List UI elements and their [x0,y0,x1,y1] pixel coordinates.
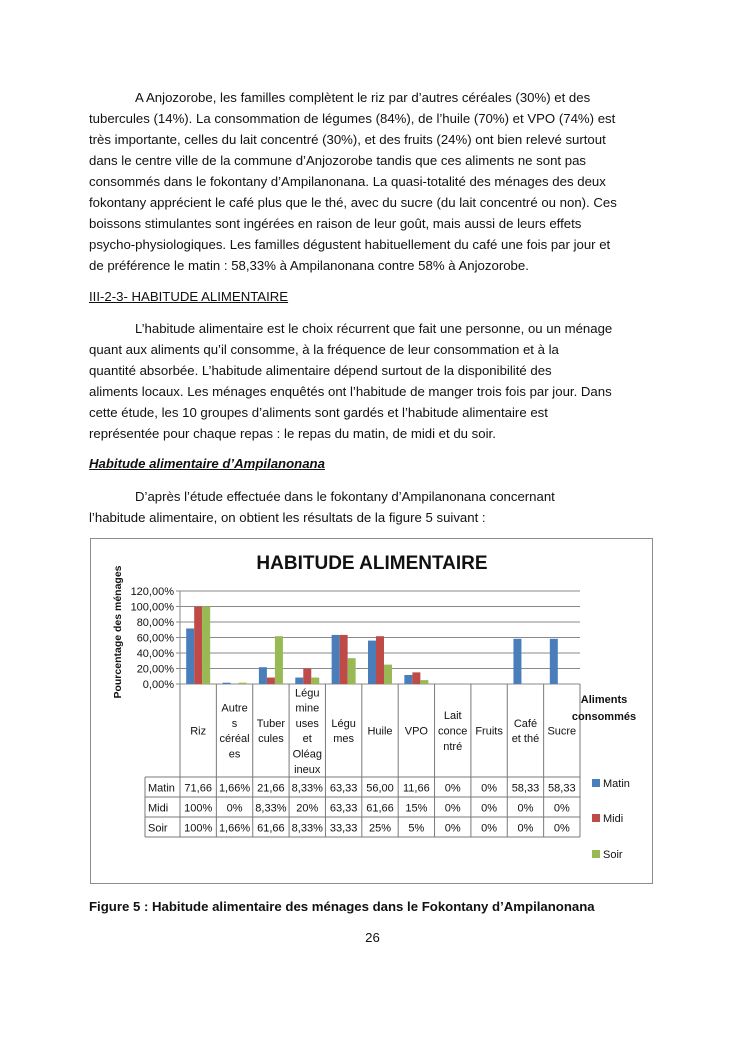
table-cell: 0% [444,822,461,835]
chart-frame [90,538,653,884]
page-number: 26 [365,930,380,945]
table-cell: 0% [517,822,534,835]
table-cell: 0% [517,802,534,815]
category-label: cules [258,733,284,746]
table-cell: 63,33 [329,782,358,795]
table-row-header: Midi [148,802,169,815]
table-cell: 100% [184,802,213,815]
table-cell: 63,33 [329,802,358,815]
paragraph-line [89,108,649,129]
category-label: Oléag [292,748,322,761]
table-cell: 8,33% [291,822,323,835]
category-label: Riz [190,725,207,738]
legend-label-soir: Soir [603,849,623,861]
table-cell: 61,66 [366,802,394,815]
line-text: psycho-physiologiques. Les familles dégustent habituellement du café une fois par jour et [89,237,611,252]
table-cell: 33,33 [329,822,358,835]
y-tick-label: 20,00% [136,663,174,676]
category-label: Lait [443,710,462,723]
subheading-ampilanonana: Habitude alimentaire d’Ampilanonana [89,456,325,471]
table-row-header: Matin [148,782,175,795]
y-tick-label: 80,00% [136,617,174,629]
table-cell: 58,33 [548,782,576,795]
category-label: Sucre [547,725,577,738]
line-text: A Anjozorobe, les familles complètent le riz par d’autres céréales (30%) et des [135,90,591,105]
line-text: de préférence le matin : 58,33% à Ampilanonana contre 58% à Anjozorobe. [89,258,529,273]
line-text: boissons stimulantes sont ingérées en raison de leur goût, mais aussi de leurs effets [89,216,582,231]
table-cell: 20% [296,802,319,815]
line-text: l’habitude alimentaire, on obtient les résultats de la figure 5 suivant : [89,510,486,525]
x-axis-label-line1: Aliments [580,694,628,706]
paragraph-line [89,402,649,423]
y-tick-label: 0,00% [142,679,174,691]
category-label: conce [438,725,468,738]
paragraph-line [89,381,649,402]
paragraph-line [89,423,649,444]
table-cell: 100% [184,822,213,835]
table-cell: 25% [368,822,392,835]
line-text: dans le centre ville de la commune d’Anjozorobe tandis que ces aliments ne sont pas [89,153,587,168]
table-cell: 0% [553,802,570,815]
figure-caption: Figure 5 : Habitude alimentaire des ménages dans le Fokontany d’Ampilanonana [89,899,595,914]
category-label: Légu [295,687,320,700]
legend-label-matin: Matin [603,778,630,790]
line-text: L’habitude alimentaire est le choix récurrent que fait une personne, ou un ménage [135,321,613,336]
table-cell: 0% [444,782,461,795]
line-text: tubercules (14%). La consommation de légumes (84%), de l’huile (70%) et VPO (74%) est [89,111,616,126]
chart-title: HABITUDE ALIMENTAIRE [256,553,488,574]
paragraph-line [89,486,649,507]
category-label: uses [295,717,319,730]
table-row-header: Soir [148,822,168,835]
y-tick-label: 120,00% [130,586,174,598]
paragraph-line [89,192,649,213]
table-cell: 21,66 [257,782,285,795]
line-text: quantité absorbée. L’habitude alimentaire dépend surtout de la disponibilité des [89,363,552,378]
table-cell: 71,66 [184,782,212,795]
category-label: Tuber [256,717,286,730]
table-cell: 15% [405,802,428,815]
table-cell: 0% [481,782,498,795]
section-heading: III-2-3- HABITUDE ALIMENTAIRE [89,289,289,304]
table-cell: 61,66 [257,822,285,835]
table-cell: 8,33% [255,802,287,815]
category-label: Légu [331,717,356,730]
x-axis-label-line2: consommés [571,711,637,723]
category-label: Autre [221,702,248,715]
paragraph-line [89,150,649,171]
line-text: consommés dans le fokontany d’Ampilanonana. La quasi-totalité des ménages des deux [89,174,606,189]
line-text: D’après l’étude effectuée dans le fokontany d’Ampilanonana concernant [135,489,555,504]
paragraph-line [89,234,649,255]
category-label: VPO [404,725,428,738]
line-text: fokontany apprécient le café plus que le thé, avec du sucre (du lait concentré ou non). Ces [89,195,617,210]
category-label: Huile [367,725,393,738]
y-tick-label: 100,00% [130,601,174,614]
paragraph-line [89,507,649,528]
y-tick-label: 40,00% [136,648,174,660]
y-axis-label: Pourcentage des ménages [112,565,124,699]
table-cell: 1,66% [218,822,251,835]
paragraph-line [89,87,649,108]
table-cell: 0% [553,822,570,835]
category-label: s [231,717,238,730]
table-cell: 56,00 [366,782,394,795]
paragraph-line [89,339,649,360]
table-cell: 0% [226,802,243,815]
category-label: et thé [511,733,540,746]
paragraph-line [89,255,649,276]
line-text: quant aux aliments qu’il consomme, à la fréquence de leur consommation et à la [89,342,559,357]
category-label: mes [333,733,355,746]
paragraph-line [89,318,649,339]
table-cell: 0% [444,802,461,815]
category-label: ntré [443,740,463,753]
table-cell: 11,66 [403,782,430,795]
legend-label-midi: Midi [603,813,624,825]
table-cell: 0% [481,822,498,835]
table-cell: 58,33 [511,782,540,795]
category-label: et [302,733,312,746]
table-cell: 8,33% [291,782,323,795]
paragraph-line [89,213,649,234]
line-text: cette étude, les 10 groupes d’aliments sont gardés et l’habitude alimentaire est [89,405,548,420]
category-label: céréal [219,733,250,746]
table-cell: 5% [408,822,425,835]
category-label: Fruits [475,725,503,738]
table-cell: 0% [481,802,498,815]
category-label: ineux [294,763,321,776]
table-cell: 1,66% [218,782,251,795]
category-label: es [228,748,241,761]
line-text: très importante, celles du lait concentré (30%), et des fruits (24%) ont bien relevé surtout [89,132,606,147]
category-label: Café [513,717,538,730]
category-label: mine [295,702,320,715]
paragraph-line [89,129,649,150]
line-text: aliments locaux. Les ménages enquêtés ont l’habitude de manger trois fois par jour. Dans [89,384,612,399]
line-text: représentée pour chaque repas : le repas du matin, de midi et du soir. [89,426,496,441]
paragraph-line [89,360,649,381]
paragraph-line [89,171,649,192]
y-tick-label: 60,00% [136,632,174,645]
